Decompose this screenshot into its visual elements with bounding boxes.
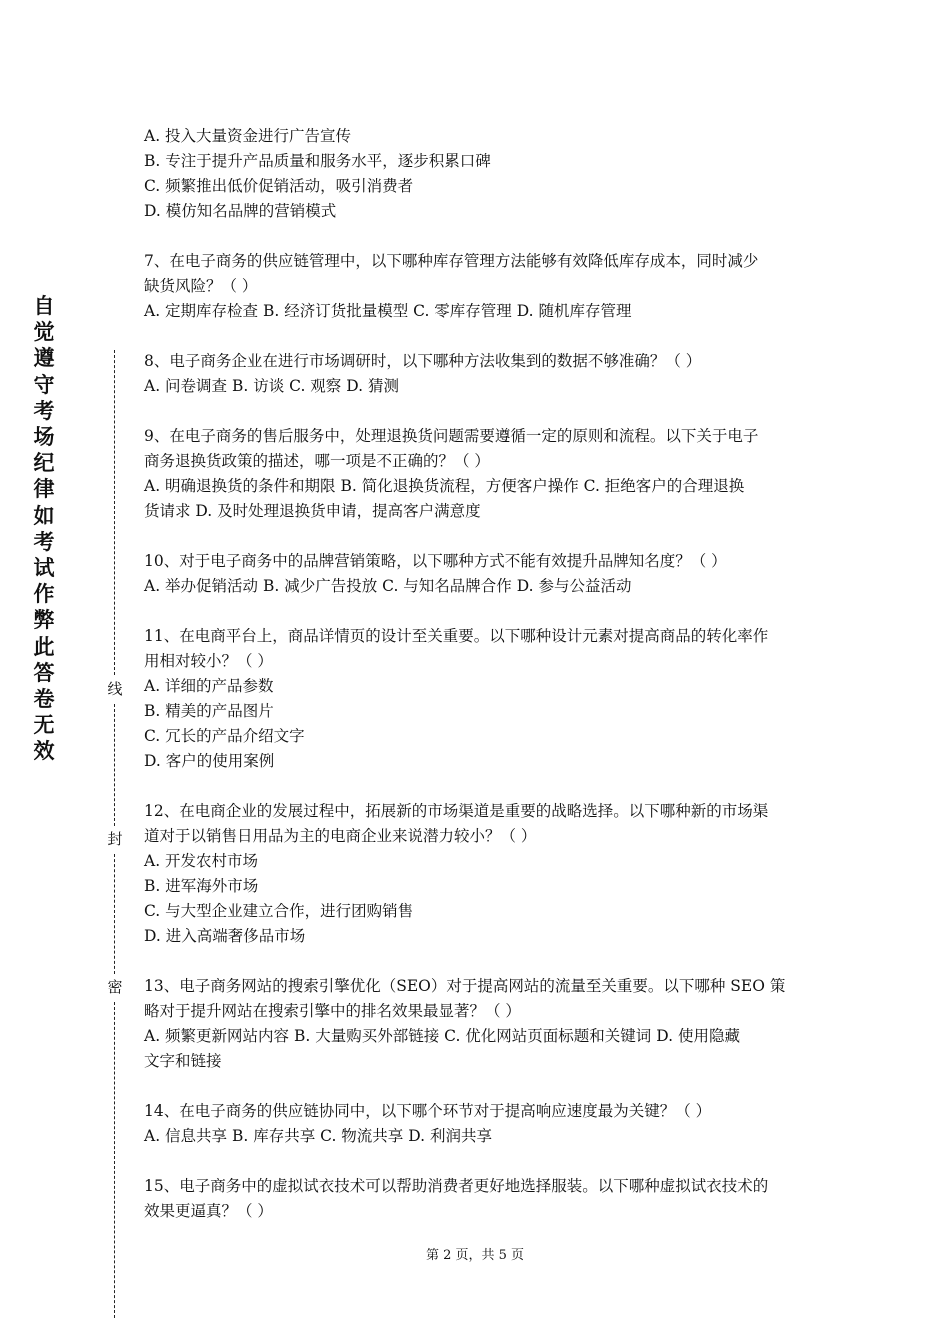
option-line: C. 冗长的产品介绍文字	[144, 727, 305, 745]
option-line: A. 详细的产品参数	[144, 677, 274, 695]
binding-mark-xian: 线	[107, 680, 123, 698]
question-stem: 用相对较小？（ ）	[144, 652, 273, 670]
option-line: A. 频繁更新网站内容 B. 大量购买外部链接 C. 优化网站页面标题和关键词 D. 使用隐藏	[144, 1027, 740, 1045]
option-line: D. 模仿知名品牌的营销模式	[144, 202, 337, 220]
option-line: A. 问卷调查 B. 访谈 C. 观察 D. 猜测	[144, 377, 399, 395]
question-12	[144, 799, 810, 949]
option-line: A. 举办促销活动 B. 减少广告投放 C. 与知名品牌合作 D. 参与公益活动	[144, 577, 632, 595]
option-line: A. 明确退换货的条件和期限 B. 简化退换货流程，方便客户操作 C. 拒绝客户的合理退换	[144, 477, 745, 495]
option-line: A. 投入大量资金进行广告宣传	[144, 127, 352, 145]
question-stem: 12、在电商企业的发展过程中，拓展新的市场渠道是重要的战略选择。以下哪种新的市场渠	[144, 802, 769, 820]
question-9	[144, 424, 810, 524]
binding-line-segment	[114, 854, 115, 974]
question-14	[144, 1099, 810, 1149]
option-line: D. 客户的使用案例	[144, 752, 275, 770]
option-line: A. 定期库存检查 B. 经济订货批量模型 C. 零库存管理 D. 随机库存管理	[144, 302, 632, 320]
option-line: B. 专注于提升产品质量和服务水平，逐步积累口碑	[144, 152, 491, 170]
question-stem: 9、在电子商务的售后服务中，处理退换货问题需要遵循一定的原则和流程。以下关于电子	[144, 427, 759, 445]
question-stem: 11、在电商平台上，商品详情页的设计至关重要。以下哪种设计元素对提高商品的转化率作	[144, 627, 769, 645]
binding-line-segment	[114, 1002, 115, 1318]
option-line: B. 精美的产品图片	[144, 702, 274, 720]
question-stem: 15、电子商务中的虚拟试衣技术可以帮助消费者更好地选择服装。以下哪种虚拟试衣技术的	[144, 1177, 769, 1195]
question-list	[144, 124, 810, 1249]
option-line: C. 频繁推出低价促销活动，吸引消费者	[144, 177, 414, 195]
question-8	[144, 349, 810, 399]
question-stem: 14、在电子商务的供应链协同中，以下哪个环节对于提高响应速度最为关键？（ ）	[144, 1102, 712, 1120]
option-line: 货请求 D. 及时处理退换货申请，提高客户满意度	[144, 502, 481, 520]
question-stem: 效果更逼真？（ ）	[144, 1202, 273, 1220]
question-stem: 商务退换货政策的描述，哪一项是不正确的？（ ）	[144, 452, 490, 470]
question-stem: 10、对于电子商务中的品牌营销策略，以下哪种方式不能有效提升品牌知名度？（ ）	[144, 552, 727, 570]
question-10	[144, 549, 810, 599]
question-stem: 缺货风险？（ ）	[144, 277, 258, 295]
question-11	[144, 624, 810, 774]
question-stem: 道对于以销售日用品为主的电商企业来说潜力较小？（ ）	[144, 827, 537, 845]
option-line: A. 信息共享 B. 库存共享 C. 物流共享 D. 利润共享	[144, 1127, 492, 1145]
question-6-options	[144, 124, 810, 224]
binding-line-segment	[114, 350, 115, 675]
question-stem: 8、电子商务企业在进行市场调研时，以下哪种方法收集到的数据不够准确？（ ）	[144, 352, 702, 370]
question-13	[144, 974, 810, 1074]
option-line: A. 开发农村市场	[144, 852, 259, 870]
question-15	[144, 1174, 810, 1224]
binding-mark-feng: 封	[107, 830, 123, 848]
question-stem: 略对于提升网站在搜索引擎中的排名效果最显著？（ ）	[144, 1002, 521, 1020]
option-line: B. 进军海外市场	[144, 877, 259, 895]
exam-discipline-notice: 自觉遵守考场纪律如考试作弊此答卷无效	[33, 294, 55, 764]
question-7	[144, 249, 810, 324]
binding-mark-mi: 密	[107, 978, 123, 996]
option-line: D. 进入高端奢侈品市场	[144, 927, 306, 945]
page-number: 第 2 页，共 5 页	[425, 1248, 525, 1263]
question-stem: 7、在电子商务的供应链管理中，以下哪种库存管理方法能够有效降低库存成本，同时减少	[144, 252, 759, 270]
option-line: C. 与大型企业建立合作，进行团购销售	[144, 902, 414, 920]
binding-line-segment	[114, 704, 115, 826]
question-stem: 13、电子商务网站的搜索引擎优化（SEO）对于提高网站的流量至关重要。以下哪种 SEO 策	[144, 977, 786, 995]
option-line: 文字和链接	[144, 1052, 222, 1070]
